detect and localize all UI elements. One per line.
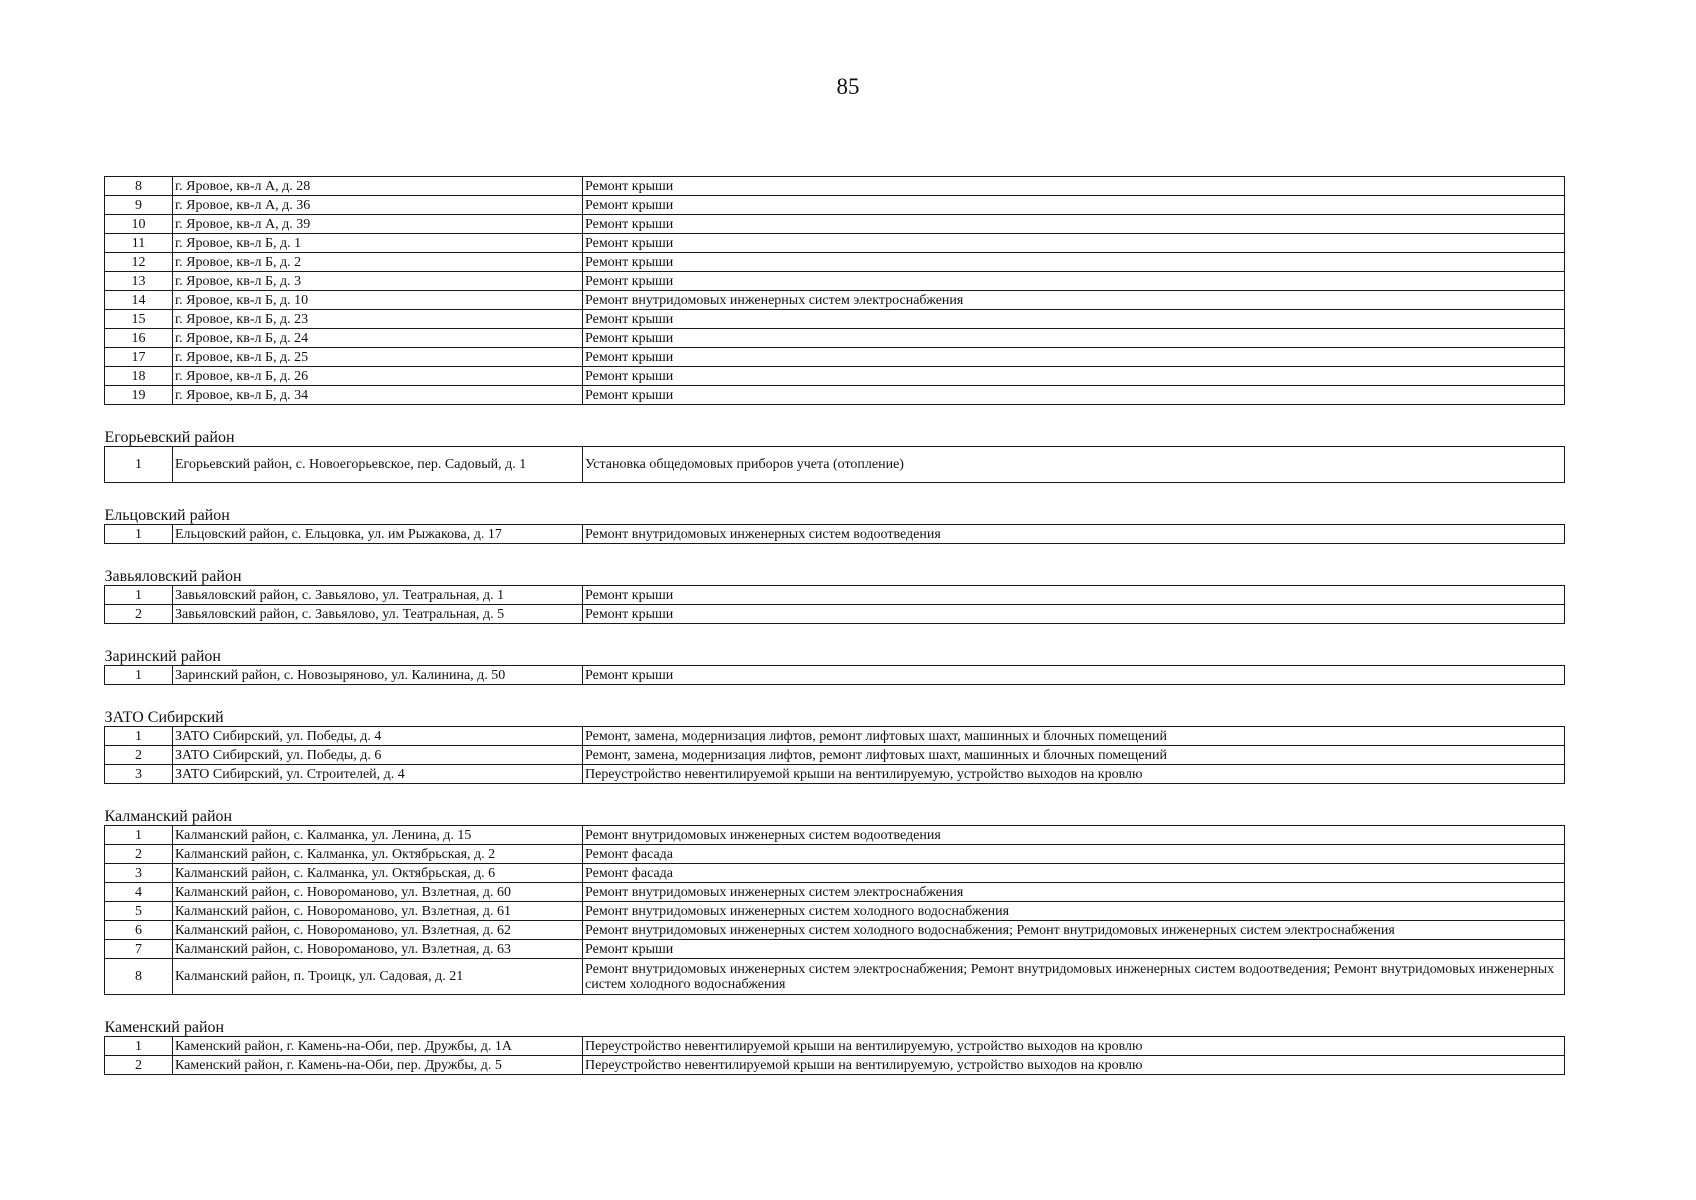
address-cell: г. Яровое, кв-л Б, д. 23: [173, 310, 583, 329]
table-row: [105, 234, 1565, 253]
work-type-cell: Ремонт крыши: [583, 177, 1565, 196]
address-cell: Калманский район, п. Троицк, ул. Садовая, д. 21: [173, 959, 583, 995]
work-type-cell: Ремонт фасада: [583, 864, 1565, 883]
district-heading: ЗАТО Сибирский: [104, 709, 224, 726]
district-header-row: [105, 1017, 1565, 1037]
table-row: [105, 959, 1565, 995]
work-type-cell: Переустройство невентилируемой крыши на вентилируемую, устройство выходов на кровлю: [583, 765, 1565, 784]
table-row: [105, 605, 1565, 624]
address-cell: г. Яровое, кв-л Б, д. 2: [173, 253, 583, 272]
district-header-row: [105, 646, 1565, 666]
work-type-cell: Переустройство невентилируемой крыши на вентилируемую, устройство выходов на кровлю: [583, 1056, 1565, 1075]
work-type-cell: Ремонт, замена, модернизация лифтов, ремонт лифтовых шахт, машинных и блочных помещений: [583, 746, 1565, 765]
work-type-cell: Переустройство невентилируемой крыши на вентилируемую, устройство выходов на кровлю: [583, 1037, 1565, 1056]
address-cell: Калманский район, с. Калманка, ул. Октябрьская, д. 6: [173, 864, 583, 883]
district-header-row: [105, 427, 1565, 447]
address-cell: Ельцовский район, с. Ельцовка, ул. им Рыжакова, д. 17: [173, 525, 583, 544]
address-cell: Калманский район, с. Новороманово, ул. Взлетная, д. 61: [173, 902, 583, 921]
district-heading: Егорьевский район: [104, 429, 235, 446]
address-cell: Каменский район, г. Камень-на-Оби, пер. Дружбы, д. 1А: [173, 1037, 583, 1056]
row-number-cell: 1: [105, 1037, 173, 1056]
table-row: [105, 765, 1565, 784]
section-spacer-cell: [105, 544, 1565, 567]
row-number-cell: 1: [105, 727, 173, 746]
address-cell: г. Яровое, кв-л Б, д. 3: [173, 272, 583, 291]
row-number-cell: 19: [105, 386, 173, 405]
work-type-cell: Ремонт, замена, модернизация лифтов, ремонт лифтовых шахт, машинных и блочных помещений: [583, 727, 1565, 746]
row-number-cell: 2: [105, 845, 173, 864]
district-header-row: [105, 566, 1565, 586]
work-type-cell: Ремонт крыши: [583, 272, 1565, 291]
table-row: [105, 177, 1565, 196]
row-number-cell: 8: [105, 959, 173, 995]
work-type-cell: Ремонт крыши: [583, 586, 1565, 605]
row-number-cell: 9: [105, 196, 173, 215]
table-row: [105, 348, 1565, 367]
row-number-cell: 3: [105, 864, 173, 883]
address-cell: Калманский район, с. Новороманово, ул. Взлетная, д. 63: [173, 940, 583, 959]
address-cell: г. Яровое, кв-л Б, д. 34: [173, 386, 583, 405]
work-type-cell: Ремонт крыши: [583, 196, 1565, 215]
address-cell: Завьяловский район, с. Завьялово, ул. Театральная, д. 1: [173, 586, 583, 605]
repair-register: [104, 176, 1564, 1075]
address-cell: г. Яровое, кв-л А, д. 28: [173, 177, 583, 196]
work-type-cell: Ремонт внутридомовых инженерных систем водоотведения: [583, 826, 1565, 845]
work-type-cell: Ремонт крыши: [583, 386, 1565, 405]
work-type-cell: Ремонт крыши: [583, 215, 1565, 234]
row-number-cell: 11: [105, 234, 173, 253]
table-row: [105, 253, 1565, 272]
table-row: [105, 329, 1565, 348]
row-number-cell: 2: [105, 746, 173, 765]
work-type-cell: Ремонт крыши: [583, 310, 1565, 329]
table-row: [105, 447, 1565, 483]
row-number-cell: 6: [105, 921, 173, 940]
repair-table: [104, 176, 1565, 1075]
address-cell: ЗАТО Сибирский, ул. Победы, д. 6: [173, 746, 583, 765]
table-row: [105, 310, 1565, 329]
table-row: [105, 386, 1565, 405]
address-cell: Заринский район, с. Новозыряново, ул. Калинина, д. 50: [173, 666, 583, 685]
section-spacer: [105, 405, 1565, 428]
row-number-cell: 2: [105, 605, 173, 624]
table-row: [105, 367, 1565, 386]
address-cell: Калманский район, с. Новороманово, ул. Взлетная, д. 60: [173, 883, 583, 902]
table-row: [105, 864, 1565, 883]
section-spacer: [105, 784, 1565, 807]
table-row: [105, 1037, 1565, 1056]
work-type-cell: Ремонт крыши: [583, 348, 1565, 367]
table-row: [105, 1056, 1565, 1075]
district-heading: Заринский район: [104, 648, 221, 665]
work-type-cell: Ремонт внутридомовых инженерных систем холодного водоснабжения; Ремонт внутридомовых инженерных систем электроснабжения: [583, 921, 1565, 940]
address-cell: г. Яровое, кв-л Б, д. 10: [173, 291, 583, 310]
row-number-cell: 13: [105, 272, 173, 291]
work-type-cell: Ремонт внутридомовых инженерных систем электроснабжения; Ремонт внутридомовых инженерных систем водоотведения; Ремонт внутридомовых инженерных систем холодного водоснабжения: [583, 959, 1565, 995]
row-number-cell: 3: [105, 765, 173, 784]
row-number-cell: 1: [105, 666, 173, 685]
work-type-cell: Ремонт крыши: [583, 253, 1565, 272]
district-heading: Калманский район: [104, 808, 233, 825]
section-spacer: [105, 483, 1565, 506]
table-row: [105, 883, 1565, 902]
row-number-cell: 5: [105, 902, 173, 921]
table-row: [105, 196, 1565, 215]
table-row: [105, 940, 1565, 959]
table-row: [105, 215, 1565, 234]
work-type-cell: Ремонт внутридомовых инженерных систем электроснабжения: [583, 883, 1565, 902]
table-row: [105, 291, 1565, 310]
work-type-cell: Ремонт крыши: [583, 605, 1565, 624]
row-number-cell: 1: [105, 525, 173, 544]
table-row: [105, 727, 1565, 746]
row-number-cell: 14: [105, 291, 173, 310]
table-row: [105, 525, 1565, 544]
row-number-cell: 18: [105, 367, 173, 386]
work-type-cell: Ремонт крыши: [583, 666, 1565, 685]
row-number-cell: 10: [105, 215, 173, 234]
section-spacer: [105, 685, 1565, 708]
work-type-cell: Ремонт внутридомовых инженерных систем водоотведения: [583, 525, 1565, 544]
address-cell: Каменский район, г. Камень-на-Оби, пер. Дружбы, д. 5: [173, 1056, 583, 1075]
table-row: [105, 845, 1565, 864]
district-header-row: [105, 505, 1565, 525]
section-spacer-cell: [105, 405, 1565, 428]
table-row: [105, 666, 1565, 685]
address-cell: г. Яровое, кв-л А, д. 39: [173, 215, 583, 234]
work-type-cell: Ремонт крыши: [583, 234, 1565, 253]
table-row: [105, 826, 1565, 845]
district-heading: Ельцовский район: [104, 507, 230, 524]
table-row: [105, 921, 1565, 940]
section-spacer-cell: [105, 483, 1565, 506]
address-cell: Завьяловский район, с. Завьялово, ул. Театральная, д. 5: [173, 605, 583, 624]
work-type-cell: Ремонт крыши: [583, 367, 1565, 386]
row-number-cell: 7: [105, 940, 173, 959]
address-cell: г. Яровое, кв-л Б, д. 26: [173, 367, 583, 386]
section-spacer: [105, 995, 1565, 1018]
row-number-cell: 1: [105, 586, 173, 605]
section-spacer-cell: [105, 784, 1565, 807]
page-number: 85: [836, 74, 860, 99]
work-type-cell: Ремонт крыши: [583, 329, 1565, 348]
section-spacer: [105, 624, 1565, 647]
section-spacer-cell: [105, 995, 1565, 1018]
row-number-cell: 16: [105, 329, 173, 348]
table-row: [105, 272, 1565, 291]
table-row: [105, 586, 1565, 605]
address-cell: Егорьевский район, с. Новоегорьевское, пер. Садовый, д. 1: [173, 447, 583, 483]
repair-table-body: [105, 177, 1565, 1075]
row-number-cell: 4: [105, 883, 173, 902]
address-cell: г. Яровое, кв-л Б, д. 25: [173, 348, 583, 367]
district-heading: Каменский район: [104, 1019, 225, 1036]
work-type-cell: Ремонт внутридомовых инженерных систем электроснабжения: [583, 291, 1565, 310]
row-number-cell: 12: [105, 253, 173, 272]
section-spacer: [105, 544, 1565, 567]
work-type-cell: Установка общедомовых приборов учета (отопление): [583, 447, 1565, 483]
work-type-cell: Ремонт крыши: [583, 940, 1565, 959]
row-number-cell: 17: [105, 348, 173, 367]
address-cell: г. Яровое, кв-л Б, д. 1: [173, 234, 583, 253]
section-spacer-cell: [105, 685, 1565, 708]
district-heading: Завьяловский район: [104, 568, 242, 585]
section-spacer-cell: [105, 624, 1565, 647]
address-cell: Калманский район, с. Калманка, ул. Ленина, д. 15: [173, 826, 583, 845]
address-cell: ЗАТО Сибирский, ул. Строителей, д. 4: [173, 765, 583, 784]
work-type-cell: Ремонт внутридомовых инженерных систем холодного водоснабжения: [583, 902, 1565, 921]
address-cell: г. Яровое, кв-л Б, д. 24: [173, 329, 583, 348]
row-number-cell: 2: [105, 1056, 173, 1075]
district-header-row: [105, 806, 1565, 826]
address-cell: Калманский район, с. Новороманово, ул. Взлетная, д. 62: [173, 921, 583, 940]
district-header-row: [105, 707, 1565, 727]
address-cell: Калманский район, с. Калманка, ул. Октябрьская, д. 2: [173, 845, 583, 864]
row-number-cell: 8: [105, 177, 173, 196]
work-type-cell: Ремонт фасада: [583, 845, 1565, 864]
row-number-cell: 1: [105, 447, 173, 483]
row-number-cell: 15: [105, 310, 173, 329]
table-row: [105, 902, 1565, 921]
address-cell: ЗАТО Сибирский, ул. Победы, д. 4: [173, 727, 583, 746]
address-cell: г. Яровое, кв-л А, д. 36: [173, 196, 583, 215]
table-row: [105, 746, 1565, 765]
row-number-cell: 1: [105, 826, 173, 845]
